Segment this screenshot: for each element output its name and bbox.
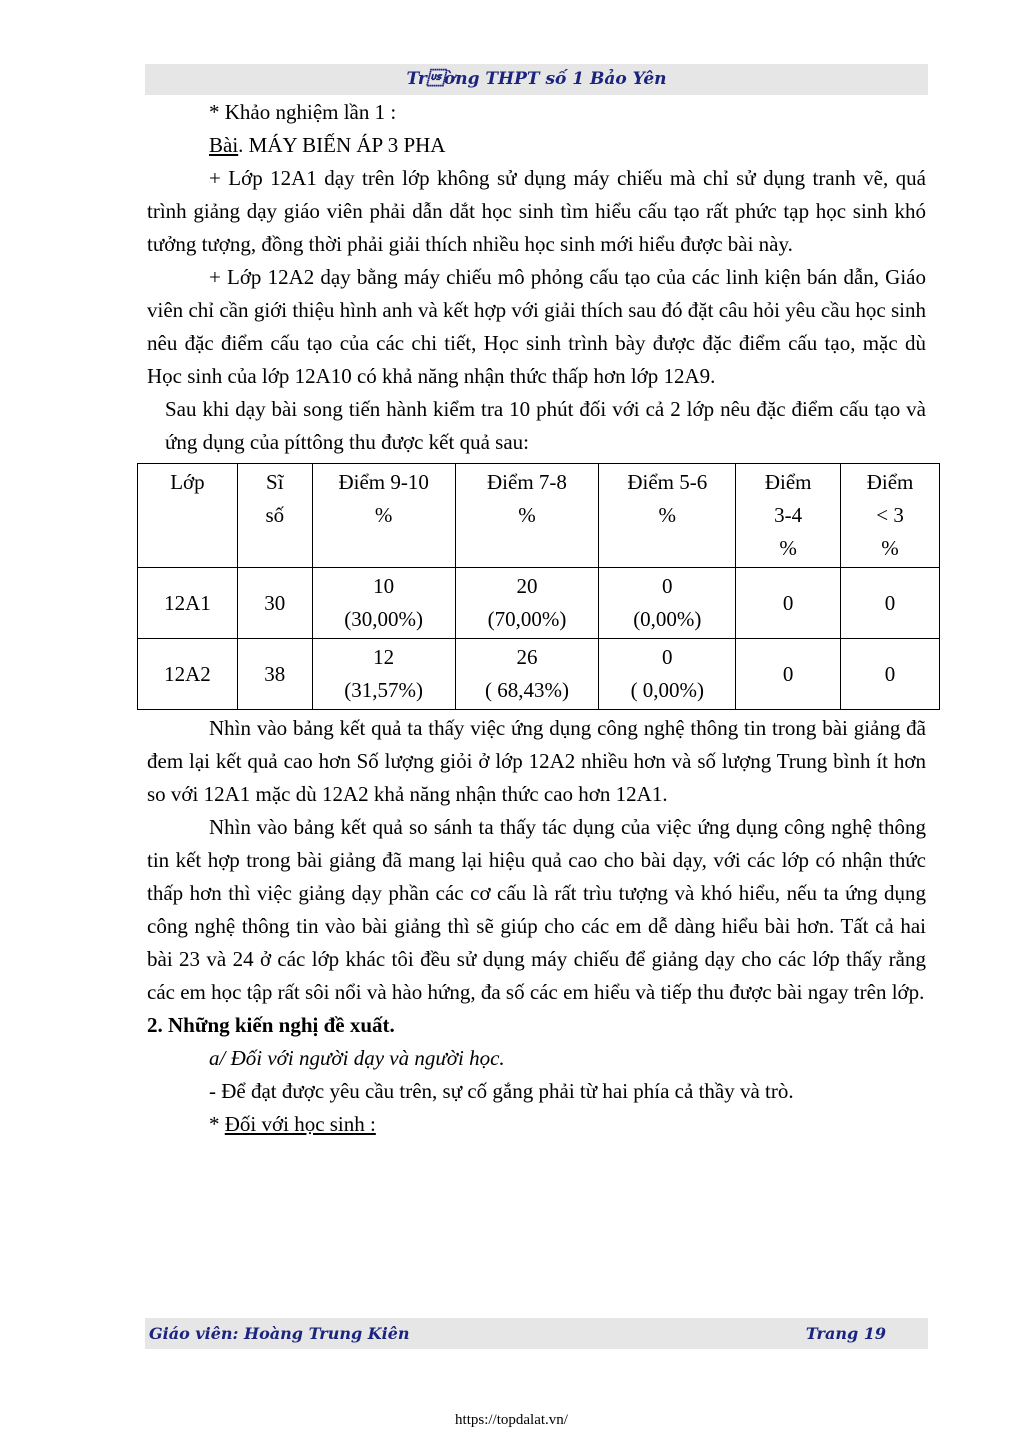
cell-score-5-6: 0 ( 0,00%) bbox=[599, 639, 736, 710]
lesson-title bbox=[147, 129, 926, 162]
paragraph-result-analysis: Nhìn vào bảng kết quả ta thấy việc ứng dụng công nghệ thông tin trong bài giảng đã đem lại kết quả cao hơn Số lượng giỏi ở lớp 12A2 nhiều hơn và số lượng Trung bình ít hơn so với 12A1 mặc dù 12A2 khả năng nhận thức cao hơn 12A1. bbox=[147, 716, 926, 806]
section-heading: 2. Những kiến nghị đề xuất. bbox=[147, 1013, 395, 1037]
header-score-7-8: Điểm 7-8 % bbox=[455, 464, 599, 568]
trial-heading: * Khảo nghiệm lần 1 : bbox=[209, 100, 397, 124]
header-class: Lớp bbox=[138, 464, 238, 568]
paragraph-test-intro: Sau khi dạy bài song tiến hành kiểm tra 10 phút đối với cả 2 lớp nêu đặc điểm cấu tạo và ứng dụng của píttông thu được kết quả sau: bbox=[165, 397, 926, 454]
cell-score-3-4: 0 bbox=[736, 568, 841, 639]
cell-score-9-10: 12 (31,57%) bbox=[312, 639, 455, 710]
cell-score-3-4: 0 bbox=[736, 639, 841, 710]
cell-score-7-8: 20 (70,00%) bbox=[455, 568, 599, 639]
school-name: Tr ờng THPT số 1 Bảo Yên bbox=[406, 69, 667, 89]
paragraph-class-12a2: + Lớp 12A2 dạy bằng máy chiếu mô phỏng cấu tạo của các linh kiện bán dẫn, Giáo viên chỉ cần giới thiệu hình anh và kết hợp với giải thích sau đó đặt câu hỏi yêu cầu học sinh nêu đặc điểm cấu tạo của các chi tiết, Học sinh trình bày được đặc điểm cấu tạo, mặc dù Học sinh của lớp 12A10 có khả năng nhận thức thấp hơn lớp 12A9. bbox=[147, 265, 926, 388]
cell-class: 12A2 bbox=[138, 639, 238, 710]
subsection-heading: a/ Đối với người dạy và người học. bbox=[209, 1046, 505, 1070]
results-table bbox=[137, 463, 940, 710]
document-body bbox=[147, 96, 926, 1141]
table-header-row bbox=[138, 464, 940, 568]
paragraph-class-12a1: + Lớp 12A1 dạy trên lớp không sử dụng máy chiếu mà chỉ sử dụng tranh vẽ, quá trình giảng dạy giáo viên phải dẫn dắt học sinh tìm hiểu cấu tạo rất phức tạp học sinh khó tưởng tượng, đồng thời phải giải thích nhiều học sinh mới hiểu được bài này. bbox=[147, 166, 926, 256]
header-score-lt3: Điểm < 3 % bbox=[841, 464, 940, 568]
header-count: Sĩ số bbox=[237, 464, 312, 568]
lesson-name: . MÁY BIẾN ÁP 3 PHA bbox=[238, 133, 446, 157]
table-row bbox=[138, 568, 940, 639]
cell-score-7-8: 26 ( 68,43%) bbox=[455, 639, 599, 710]
paragraph-requirement: - Để đạt được yêu cầu trên, sự cố gắng phải từ hai phía cả thầy và trò. bbox=[209, 1079, 794, 1103]
header-score-9-10: Điểm 9-10 % bbox=[312, 464, 455, 568]
table-row bbox=[138, 639, 940, 710]
students-label: Đối với học sinh : bbox=[224, 1112, 376, 1136]
cell-score-9-10: 10 (30,00%) bbox=[312, 568, 455, 639]
cell-count: 30 bbox=[237, 568, 312, 639]
cell-score-5-6: 0 (0,00%) bbox=[599, 568, 736, 639]
cell-count: 38 bbox=[237, 639, 312, 710]
lesson-label: Bài bbox=[209, 133, 239, 157]
page-number: Trang 19 bbox=[805, 1324, 886, 1343]
cell-score-lt3: 0 bbox=[841, 639, 940, 710]
cell-class: 12A1 bbox=[138, 568, 238, 639]
source-url: https://topdalat.vn/ bbox=[455, 1412, 568, 1428]
header-score-3-4: Điểm 3-4 % bbox=[736, 464, 841, 568]
teacher-name: Giáo viên: Hoàng Trung Kiên bbox=[149, 1324, 410, 1343]
students-heading: * Đối với học sinh : bbox=[209, 1112, 376, 1136]
paragraph-comparison: Nhìn vào bảng kết quả so sánh ta thấy tác dụng của việc ứng dụng công nghệ thông tin kết hợp trong bài giảng đã mang lại hiệu quả cao cho bài dạy, với các lớp có nhận thức thấp hơn thì việc giảng dạy phần các cơ cấu là rất trìu tượng và khó hiểu, nếu ta ứng dụng công nghệ thông tin vào bài giảng thì sẽ giúp cho các em dễ dàng hiểu bài hơn. Tất cả hai bài 23 và 24 ở các lớp khác tôi đều sử dụng máy chiếu để giảng dạy cho các lớp thấy rằng các em học tập rất sôi nổi và hào hứng, đa số các em hiểu và tiếp thu được bài ngay trên lớp. bbox=[147, 815, 926, 1004]
page-header bbox=[145, 64, 928, 95]
cell-score-lt3: 0 bbox=[841, 568, 940, 639]
header-score-5-6: Điểm 5-6 % bbox=[599, 464, 736, 568]
page-footer bbox=[145, 1318, 928, 1349]
